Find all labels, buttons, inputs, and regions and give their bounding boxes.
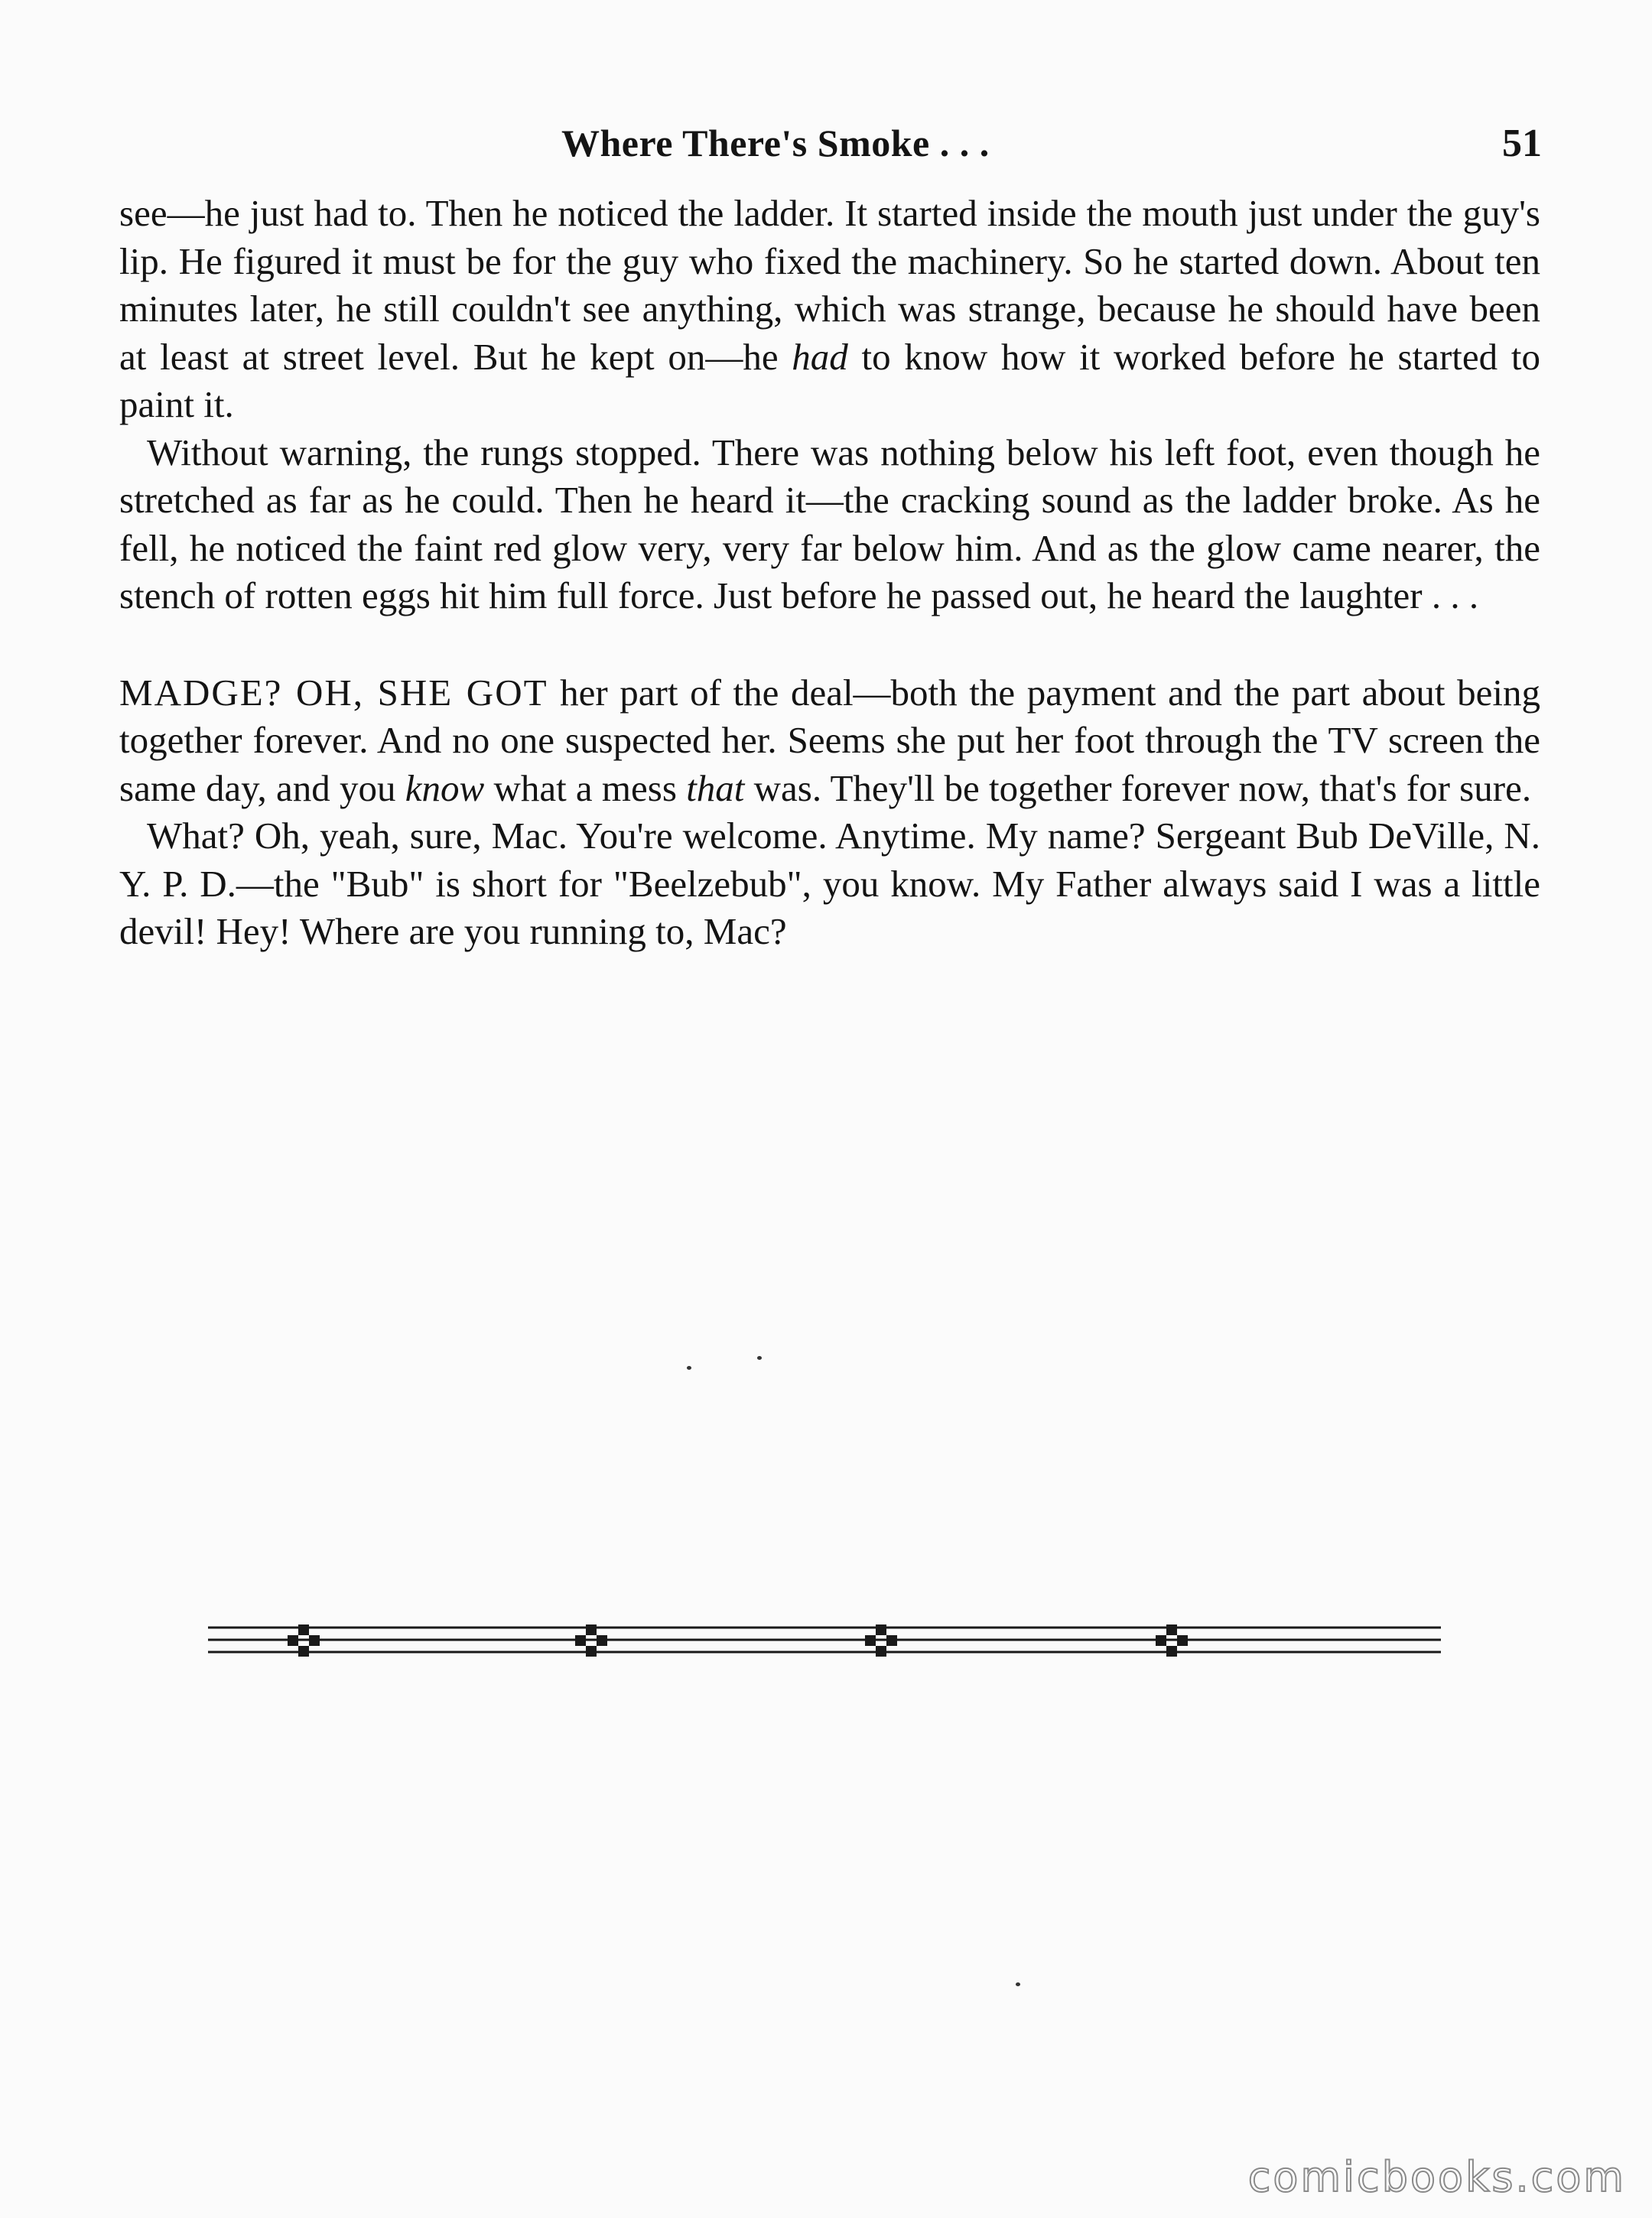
ornament-rules (208, 1628, 1441, 1652)
paragraph-text: was. They'll be together forever now, that's for sure. (744, 766, 1532, 809)
emphasis-text: had (792, 335, 848, 378)
running-title: Where There's Smoke . . . (561, 122, 990, 164)
paragraph-text: to know how it worked before he started to paint it. (119, 335, 1540, 425)
watermark-text: comicbooks.com (1247, 2153, 1626, 2201)
section-lead-in: MADGE? OH, SHE GOT (119, 671, 548, 714)
section-end-ornament (208, 1621, 1441, 1658)
paragraph-text: her part of the deal—both the payment and the part about being together forever. And no one suspected her. Seems she put her foot through the TV screen the same day, and you (119, 671, 1540, 809)
paragraph: What? Oh, yeah, sure, Mac. You're welcome. Anytime. My name? Sergeant Bub DeVille, N. Y. P. D.—the "Bub" is short for "Beelzebub", you know. My Father always said I was a little devil! Hey! Where are you running to, Mac? (119, 815, 1540, 952)
paragraph-text: see—he just had to. Then he noticed the ladder. It started inside the mouth just under the guy's lip. He figured it must be for the guy who fixed the machinery. So he started down. About ten minutes later, he still couldn't see anything, which was strange, because he should have been at least at street level. But he kept on—he (119, 192, 1540, 378)
story-text (119, 190, 1540, 956)
running-header (119, 121, 1542, 174)
paragraph: Without warning, the rungs stopped. There was nothing below his left foot, even though he stretched as far as he could. Then he heard it—the cracking sound as the ladder broke. As he fell, he noticed the faint red glow very, very far below him. And as the glow came nearer, the stench of rotten eggs hit him full force. Just before he passed out, he heard the laughter . . . (119, 431, 1540, 616)
emphasis-text: that (686, 766, 745, 809)
print-speck (757, 1356, 762, 1360)
print-speck (687, 1366, 691, 1370)
paragraph-text: what a mess (484, 766, 687, 809)
emphasis-text: know (405, 766, 485, 809)
page-number: 51 (1502, 122, 1542, 165)
print-speck (1016, 1982, 1020, 1986)
paragraph (119, 190, 1540, 429)
paragraph (119, 669, 1540, 813)
